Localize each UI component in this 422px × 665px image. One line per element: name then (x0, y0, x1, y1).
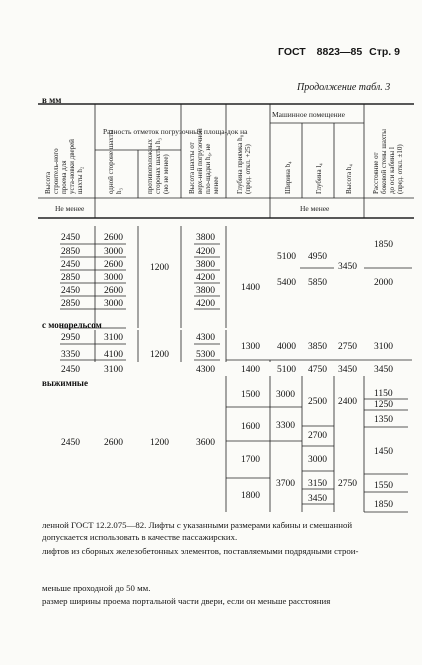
table-cell: 3000 (104, 299, 123, 309)
table-cell: 2700 (308, 431, 327, 441)
table-cell: 4300 (196, 365, 215, 375)
table-cell: 3000 (308, 455, 327, 465)
table-cell: 2450 (61, 286, 80, 296)
table-cell: 3700 (276, 479, 295, 489)
table-continuation-title: Продолжение табл. 3 (297, 82, 391, 93)
header-line: сторонах шахты h₃ (154, 138, 162, 194)
header-line: пло-щадки h₆, не (204, 143, 212, 194)
header-line: Высота (44, 171, 52, 194)
table-cell: 2400 (338, 397, 357, 407)
table-cell: 4300 (196, 333, 215, 343)
table-cell: 2450 (61, 233, 80, 243)
header-line: Глубина l₄ (315, 163, 323, 194)
table-cell: 3350 (61, 350, 80, 360)
table-cell: 4200 (196, 299, 215, 309)
table-cell: 3800 (196, 233, 215, 243)
page-number: Стр. 9 (369, 46, 400, 58)
header-line: строитель-ного (52, 148, 60, 194)
table-cell: 1250 (374, 400, 393, 410)
table-cell: 3100 (374, 342, 393, 352)
table-cell: 1200 (150, 350, 169, 360)
header-line: уста-новки дверей (68, 139, 76, 194)
table-cell: 2950 (61, 333, 80, 343)
header-line: противоположных (146, 139, 154, 194)
header-line: Высота h₄ (345, 164, 353, 194)
gost-number: 8823—85 (316, 46, 363, 58)
table-cell: 4950 (308, 252, 327, 262)
not-less-label-2: Не менее (300, 204, 330, 213)
table-cell: 2450 (61, 365, 80, 375)
table-cell: 5300 (196, 350, 215, 360)
table-cell: 1500 (241, 390, 260, 400)
table-cell: 3450 (374, 365, 393, 375)
table-cell: 4000 (277, 342, 296, 352)
table-cell: 3600 (196, 438, 215, 448)
header-line: (пред. откл. ±10) (396, 144, 404, 194)
header-line: до оси кабины l (388, 147, 396, 194)
table-cell: 5850 (308, 278, 327, 288)
table-cell: 2600 (104, 233, 123, 243)
units-label: в мм (42, 95, 62, 105)
table-cell: 1700 (241, 455, 260, 465)
section-label-monorail: с монорельсом (42, 320, 102, 330)
table-cell: 1450 (374, 447, 393, 457)
footnote-line: размер ширины проема портальной части двери, если он меньше расстояния (42, 596, 331, 606)
table-cell: 2600 (104, 286, 123, 296)
not-less-label-1: Не менее (55, 204, 85, 213)
table-cell: 5400 (277, 278, 296, 288)
header-line: менее (212, 176, 220, 194)
table-cell: 3000 (276, 390, 295, 400)
header-line: проема для (60, 160, 68, 194)
table-cell: 5100 (277, 365, 296, 375)
table-cell: 3800 (196, 260, 215, 270)
table-cell: 4200 (196, 273, 215, 283)
table-cell: 1400 (241, 283, 260, 293)
table-cell: 2000 (374, 278, 393, 288)
section-label-push: выжимные (42, 378, 88, 388)
table-cell: 1150 (374, 389, 393, 399)
table-cell: 2600 (104, 260, 123, 270)
table-cell: 2850 (61, 299, 80, 309)
gost-label: ГОСТ (278, 46, 306, 58)
header-line: одной стороне шахты (107, 129, 115, 194)
footnote-line: допускается использовать в качестве пассажирских. (42, 532, 238, 542)
header-line: Высота шахты от (188, 142, 196, 194)
table-cell: 3000 (104, 273, 123, 283)
table-cell: 4100 (104, 350, 123, 360)
table-cell: 3850 (308, 342, 327, 352)
table-cell: 1350 (374, 415, 393, 425)
table-cell: 1400 (241, 365, 260, 375)
header-line: боковой стены шахты (380, 129, 388, 194)
table-cell: 5100 (277, 252, 296, 262)
table-cell: 3100 (104, 333, 123, 343)
table-cell: 3450 (338, 365, 357, 375)
table-cell: 1850 (374, 500, 393, 510)
table-cell: 1300 (241, 342, 260, 352)
table-cell: 3150 (308, 479, 327, 489)
table-cell: 3300 (276, 421, 295, 431)
table-cell: 3100 (104, 365, 123, 375)
machine-room-header: Машинное помещение (272, 110, 346, 119)
header-line: Глубина приямка h₈ (236, 134, 244, 194)
table-cell: 1600 (241, 422, 260, 432)
footnote-line: меньше проходной до 50 мм. (42, 583, 151, 593)
header-line: Расстояние от (372, 152, 380, 194)
header-line: h₃ (115, 188, 123, 194)
table-cell: 2850 (61, 247, 80, 257)
header-line: шахты h₂ (76, 166, 84, 194)
table-cell: 2450 (61, 260, 80, 270)
table-cell: 2600 (104, 438, 123, 448)
table-cell: 1850 (374, 240, 393, 250)
table-cell: 3000 (104, 247, 123, 257)
header-line: (пред. откл. +25) (244, 144, 252, 194)
col-group-text: Разность отметок погрузочных площа-док на (103, 127, 248, 136)
table-cell: 2450 (61, 438, 80, 448)
table-cell: 3450 (308, 494, 327, 504)
header-line: (но не менее) (162, 154, 170, 194)
table-cell: 3450 (338, 262, 357, 272)
table-cell: 4750 (308, 365, 327, 375)
table-cell: 1200 (150, 438, 169, 448)
table-cell: 3800 (196, 286, 215, 296)
table-cell: 2750 (338, 479, 357, 489)
header-line: верх-ней погрузочной (196, 128, 204, 194)
table-cell: 1800 (241, 491, 260, 501)
table-cell: 4200 (196, 247, 215, 257)
footnote-line: ленной ГОСТ 12.2.075—82. Лифты с указанными размерами кабины и смешанной (42, 520, 353, 530)
table-cell: 1550 (374, 481, 393, 491)
footnote-line: лифтов из сборных железобетонных элементов, поставляемыми подрядными строи- (42, 546, 359, 556)
header-line: Ширина b₄ (284, 161, 292, 194)
table-cell: 2750 (338, 342, 357, 352)
table-cell: 2500 (308, 397, 327, 407)
table-cell: 2850 (61, 273, 80, 283)
table-cell: 1200 (150, 263, 169, 273)
